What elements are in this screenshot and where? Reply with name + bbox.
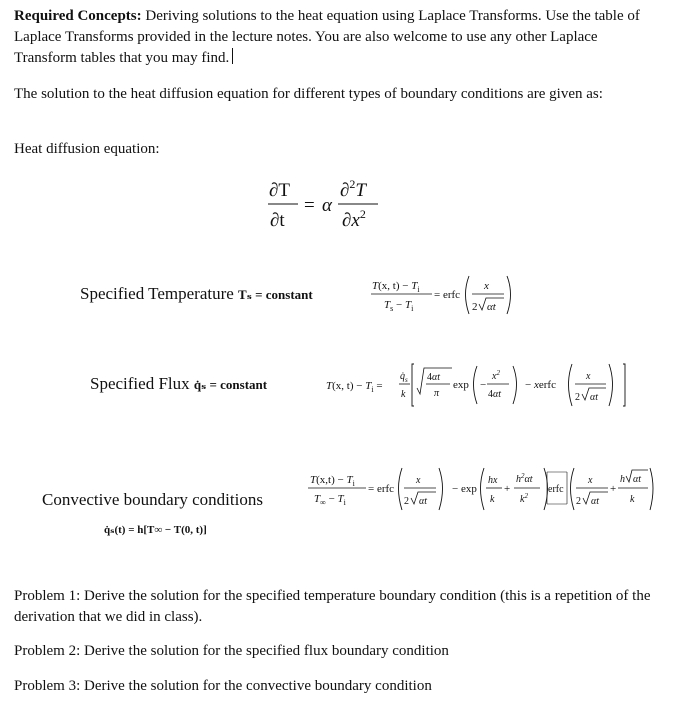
specified-flux-text: Specified Flux (90, 374, 190, 393)
svg-text:exp: exp (453, 379, 469, 391)
svg-text:αt: αt (590, 392, 599, 403)
svg-text:h2αt: $h^2\alpha t$ (516, 472, 533, 485)
solutions-paragraph: The solution to the heat diffusion equation for different types of boundary conditions are given as: (14, 86, 603, 102)
svg-text:∂2T: ∂$^2$T (340, 177, 366, 201)
problem-1: Problem 1: Derive the solution for the specified temperature boundary condition (this is a repetition of the derivation that we did in class). (14, 588, 651, 625)
svg-text:2: 2 (576, 496, 581, 507)
svg-text:x: x (586, 371, 591, 382)
svg-text:4αt: 4αt (488, 389, 502, 400)
svg-text:Ts − Ti: $T_s - T_i$ (384, 299, 414, 313)
problem-3: Problem 3: Derive the solution for the convective boundary condition (14, 678, 432, 694)
svg-text:−: − (480, 379, 487, 391)
svg-text:T(x, t) − Ti =: T(x, $t) - T_i$ = (326, 380, 383, 394)
specified-temperature-label (80, 284, 313, 304)
svg-text:erfc: erfc (548, 484, 564, 495)
svg-text:− exp: − exp (452, 483, 477, 495)
heat-equation (262, 174, 392, 234)
specified-flux-label (90, 374, 267, 394)
svg-text:x: x (416, 475, 421, 486)
svg-text:k2: $k^2$ (520, 492, 528, 505)
svg-text:2: 2 (404, 496, 409, 507)
svg-text:T(x, t) − Ti: T(x, $t) - T_i$ (372, 280, 420, 294)
specified-temperature-equation (368, 270, 528, 320)
svg-text:k: k (630, 494, 635, 505)
svg-text:αt: αt (487, 301, 496, 313)
svg-text:k: k (490, 494, 495, 505)
intro-text: Deriving solutions to the heat equation using Laplace Transforms. Use the table of Laplace Transforms provided in the lecture notes. You are also welcome to use any other Laplace Transform tables that you may find. (14, 8, 640, 66)
svg-text:k: k (401, 389, 406, 400)
text-cursor (232, 48, 233, 64)
svg-text:= erfc: = erfc (434, 289, 461, 301)
svg-text:=: = (304, 195, 315, 216)
svg-text:x: x (484, 280, 489, 292)
heat-equation-label: Heat diffusion equation: (14, 141, 160, 157)
convective-condition-text: q̇ₛ(t) = h[T∞ − T(0, t)] (104, 524, 207, 536)
svg-text:2: 2 (472, 301, 478, 313)
svg-text:− xerfc: − xerfc (525, 379, 556, 391)
svg-text:+: + (610, 483, 617, 495)
svg-text:∂t: ∂t (270, 210, 285, 231)
specified-flux-equation (324, 360, 644, 412)
svg-text:q̇s: $q̇_s$ (400, 371, 408, 384)
specified-temperature-text: Specified Temperature (80, 284, 234, 303)
svg-text:α: α (322, 195, 332, 216)
intro-paragraph (14, 6, 654, 69)
svg-text:4αt: 4αt (427, 372, 441, 383)
svg-text:x: x (588, 475, 593, 486)
svg-text:2: 2 (575, 392, 580, 403)
convective-equation (304, 462, 654, 518)
svg-text:h: h (620, 474, 625, 485)
specified-temperature-condition: Tₛ = constant (238, 287, 313, 302)
svg-text:T∞ − Ti: $T_\infty - T_i$ (314, 493, 346, 507)
svg-text:T(x,t) − Ti: $T(x,t) - T_i$ (310, 474, 355, 488)
specified-flux-condition: q̇ₛ = constant (193, 377, 268, 392)
svg-text:αt: αt (633, 474, 642, 485)
convective-label: Convective boundary conditions (42, 490, 263, 509)
svg-text:+: + (504, 483, 511, 495)
convective-condition (104, 518, 207, 538)
problem-2: Problem 2: Derive the solution for the specified flux boundary condition (14, 643, 449, 659)
svg-text:= erfc: = erfc (368, 483, 395, 495)
svg-text:αt: αt (591, 496, 600, 507)
svg-text:π: π (434, 388, 440, 399)
intro-heading: Required Concepts: (14, 8, 142, 24)
svg-text:∂x2: $\partial x^2$ (342, 207, 366, 231)
svg-text:αt: αt (419, 496, 428, 507)
svg-text:∂T: ∂T (269, 180, 290, 201)
svg-text:hx: hx (488, 475, 498, 486)
svg-text:x2: $x^2$ (492, 369, 500, 382)
